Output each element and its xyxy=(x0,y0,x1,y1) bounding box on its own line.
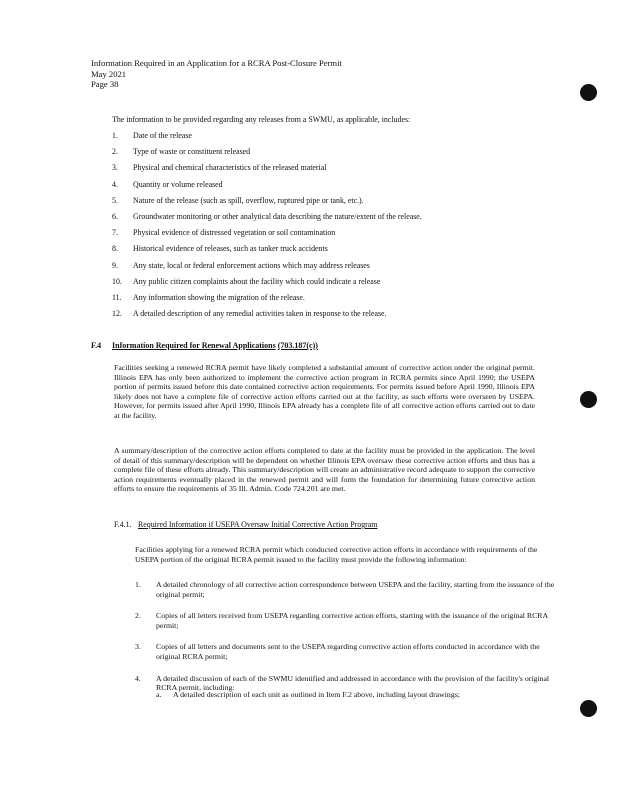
item-number: 2. xyxy=(135,611,141,621)
list-item xyxy=(112,293,562,309)
item-text: Nature of the release (such as spill, overflow, ruptured pipe or tank, etc.). xyxy=(133,195,364,205)
item-text: Any public citizen complaints about the facility which could indicate a release xyxy=(133,276,381,286)
list-item xyxy=(112,309,562,325)
release-intro-text: The information to be provided regarding any releases from a SWMU, as applicable, includes: xyxy=(112,115,411,124)
item-number: 7. xyxy=(112,228,118,238)
item-number: 2. xyxy=(112,147,118,157)
item-text: A detailed description of each unit as outlined in Item F.2 above, including layout drawings; xyxy=(173,690,460,699)
item-text: Type of waste or constituent released xyxy=(133,147,251,157)
item-text: Copies of all letters received from USEPA regarding corrective action efforts, starting with the issuance of the original RCRA permit; xyxy=(156,611,548,630)
item-number: 9. xyxy=(112,260,118,270)
list-item xyxy=(112,228,562,244)
usepa-intro-paragraph: Facilities applying for a renewed RCRA permit which conducted corrective action efforts in accordance with requirements of the USEPA portion of the original RCRA permit issued to the facility must provide the following information: xyxy=(135,545,538,564)
list-item xyxy=(112,180,562,196)
list-item xyxy=(112,196,562,212)
subsection-title: Required Information if USEPA Oversaw Initial Corrective Action Program xyxy=(138,520,378,529)
item-text: Any state, local or federal enforcement actions which may address releases xyxy=(133,260,370,270)
item-number: a. xyxy=(156,690,162,699)
binder-hole-icon xyxy=(580,391,597,408)
release-info-list xyxy=(112,131,562,325)
item-text: Any information showing the migration of the release. xyxy=(133,292,305,302)
binder-hole-icon xyxy=(580,700,597,717)
item-text: Copies of all letters and documents sent to the USEPA regarding corrective action efforts conducted in accordance with the original RCRA permit; xyxy=(156,642,540,661)
header-date: May 2021 xyxy=(91,68,127,79)
list-item xyxy=(112,277,562,293)
item-text: Physical evidence of distressed vegetation or soil contamination xyxy=(133,228,336,238)
binder-hole-icon xyxy=(580,84,597,101)
list-item xyxy=(112,212,562,228)
list-item xyxy=(112,261,562,277)
list-item xyxy=(135,642,555,661)
section-heading-f41 xyxy=(114,520,377,529)
sub-list-item-a xyxy=(156,690,556,699)
item-number: 1. xyxy=(135,580,141,589)
list-item xyxy=(112,147,562,163)
section-title: Information Required for Renewal Applications xyxy=(112,341,276,350)
item-text: A detailed description of any remedial activities taken in response to the release. xyxy=(133,309,387,319)
header-page-number: Page 38 xyxy=(91,79,119,89)
subsection-number: F.4.1. xyxy=(114,520,132,529)
item-number: 3. xyxy=(135,642,141,652)
renewal-paragraph-2: A summary/description of the corrective action efforts completed to date at the facility must be provided in the application. The level of detail of this summary/description will be dependent on whether Illinois EPA oversaw these corrective action efforts and thus has a complete file of these efforts already. This summary/description will create an administrative record adequate to support the corrective action requirements eventually placed in the renewed permit and will form the foundation for determining future corrective action efforts to ensure the requirements of 35 Ill. Admin. Code 724.201 are met. xyxy=(114,446,535,494)
renewal-paragraph-1: Facilities seeking a renewed RCRA permit have likely completed a substantial amount of corrective action under the original permit. Illinois EPA has only been authorized to implement the corrective action program in RCRA permits since April 1990; the USEPA portion of permits issued before this date contained corrective action requirements. For permits issued before April 1990, Illinois EPA likely does not have a complete file of corrective action efforts carried out at the facility, as such efforts were overseen by USEPA. However, for permits issued after April 1990, Illinois EPA already has a complete file of all corrective action efforts carried out to date at the facility. xyxy=(114,363,535,420)
item-number: 1. xyxy=(112,131,118,140)
item-number: 6. xyxy=(112,211,118,221)
item-text: A detailed discussion of each of the SWMU identified and addressed in accordance with the provision of the facility's original RCRA permit, including: xyxy=(156,673,550,693)
item-text: Historical evidence of releases, such as tanker truck accidents xyxy=(133,244,328,254)
item-number: 8. xyxy=(112,244,118,254)
usepa-info-list xyxy=(135,580,555,705)
list-item xyxy=(135,580,555,599)
list-item xyxy=(112,163,562,179)
item-text: Physical and chemical characteristics of the released material xyxy=(133,163,327,173)
item-text: Quantity or volume released xyxy=(133,179,223,189)
item-number: 10. xyxy=(112,276,122,286)
item-number: 12. xyxy=(112,309,122,319)
item-number: 4. xyxy=(112,179,118,189)
section-citation: (703.187(c)) xyxy=(277,341,318,350)
list-item xyxy=(112,131,562,147)
list-item xyxy=(112,244,562,260)
section-heading-f4 xyxy=(91,341,318,350)
item-number: 5. xyxy=(112,195,118,205)
item-text: Date of the release xyxy=(133,131,192,140)
page-header xyxy=(91,58,342,90)
item-number: 4. xyxy=(135,673,141,683)
header-title: Information Required in an Application for a RCRA Post-Closure Permit xyxy=(91,58,342,68)
list-item xyxy=(135,611,555,630)
item-number: 11. xyxy=(112,292,122,302)
item-text: A detailed chronology of all corrective action correspondence between USEPA and the facility, starting from the issuance of the original permit; xyxy=(156,580,555,599)
item-number: 3. xyxy=(112,163,118,173)
item-text: Groundwater monitoring or other analytical data describing the nature/extent of the release. xyxy=(133,211,422,221)
section-number: F.4 xyxy=(91,341,102,350)
